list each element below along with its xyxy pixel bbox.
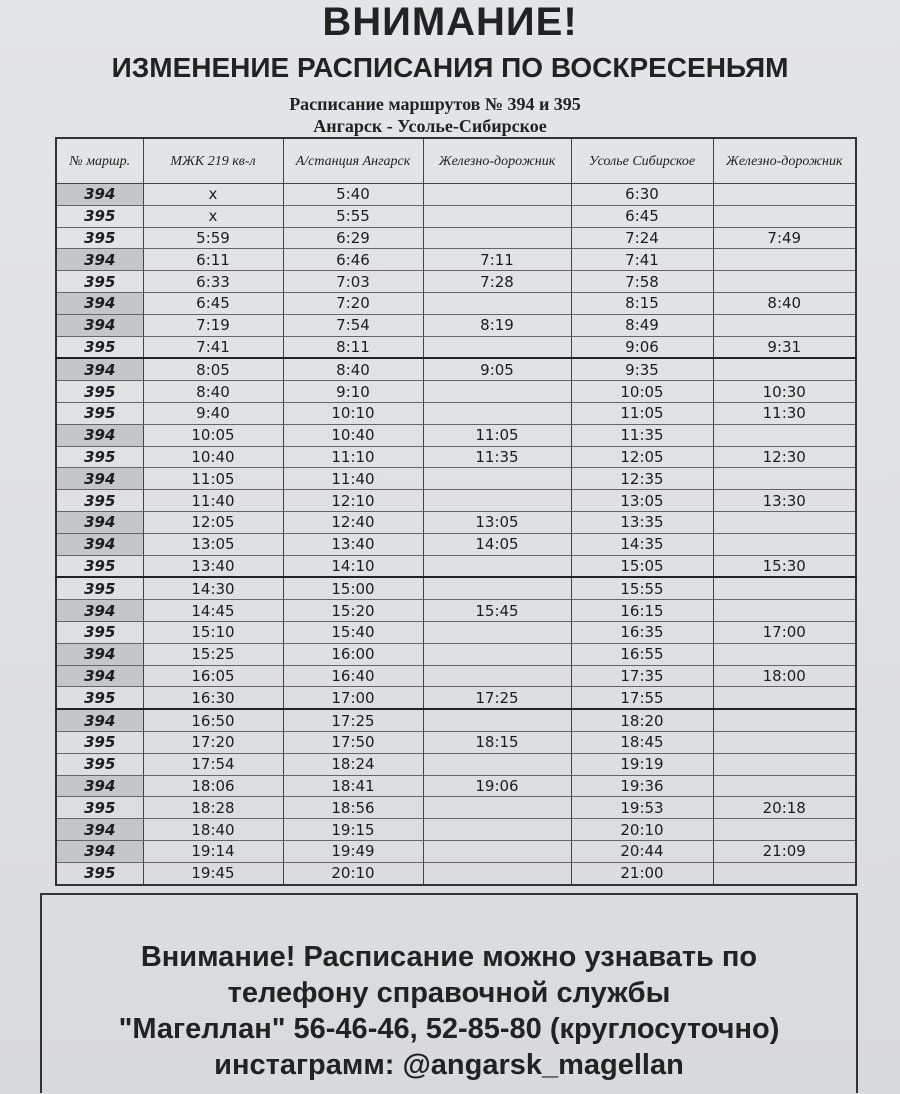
cell-usolye-time: 19:36: [571, 775, 713, 797]
cell-angarsk-station-time: 17:00: [283, 687, 423, 709]
cell-usolye-time: 9:06: [571, 336, 713, 358]
cell-angarsk-station-time: 6:46: [283, 249, 423, 271]
table-row: [56, 184, 856, 206]
cell-angarsk-station-time: 5:55: [283, 205, 423, 227]
attention-title: ВНИМАНИЕ!: [322, 0, 578, 44]
cell-route-number: 395: [56, 555, 143, 577]
cell-angarsk-station-time: 6:29: [283, 227, 423, 249]
cell-zheleznodorozhnik-return-time: [713, 775, 856, 797]
table-row: [56, 577, 856, 599]
cell-angarsk-station-time: 12:10: [283, 490, 423, 512]
cell-route-number: 394: [56, 424, 143, 446]
table-row: [56, 621, 856, 643]
cell-zheleznodorozhnik-time: [423, 490, 571, 512]
cell-usolye-time: 15:55: [571, 577, 713, 599]
column-header-usolye: Усолье Сибирское: [571, 138, 713, 184]
cell-zheleznodorozhnik-return-time: 12:30: [713, 446, 856, 468]
cell-zheleznodorozhnik-return-time: [713, 533, 856, 555]
cell-mzhk-time: 17:20: [143, 731, 283, 753]
table-row: [56, 490, 856, 512]
table-row: [56, 555, 856, 577]
cell-route-number: 395: [56, 446, 143, 468]
notice-line-2: телефону справочной службы: [227, 977, 671, 1009]
cell-mzhk-time: 19:45: [143, 862, 283, 884]
cell-route-number: 394: [56, 665, 143, 687]
cell-zheleznodorozhnik-time: [423, 665, 571, 687]
cell-zheleznodorozhnik-return-time: [713, 511, 856, 533]
cell-route-number: 394: [56, 840, 143, 862]
cell-angarsk-station-time: 12:40: [283, 511, 423, 533]
cell-zheleznodorozhnik-return-time: 18:00: [713, 665, 856, 687]
cell-mzhk-time: 14:30: [143, 577, 283, 599]
cell-angarsk-station-time: 7:54: [283, 314, 423, 336]
cell-zheleznodorozhnik-return-time: 20:18: [713, 797, 856, 819]
cell-angarsk-station-time: 18:56: [283, 797, 423, 819]
cell-angarsk-station-time: 8:40: [283, 358, 423, 380]
cell-angarsk-station-time: 18:24: [283, 753, 423, 775]
table-row: [56, 709, 856, 731]
cell-mzhk-time: 15:25: [143, 643, 283, 665]
table-row: [56, 358, 856, 380]
cell-zheleznodorozhnik-time: [423, 468, 571, 490]
cell-usolye-time: 10:05: [571, 381, 713, 403]
table-row: [56, 446, 856, 468]
cell-angarsk-station-time: 5:40: [283, 184, 423, 206]
cell-zheleznodorozhnik-time: [423, 840, 571, 862]
cell-usolye-time: 17:35: [571, 665, 713, 687]
table-row: [56, 643, 856, 665]
table-row: [56, 600, 856, 622]
cell-usolye-time: 12:35: [571, 468, 713, 490]
table-row: [56, 381, 856, 403]
cell-usolye-time: 19:19: [571, 753, 713, 775]
cell-route-number: 395: [56, 621, 143, 643]
cell-zheleznodorozhnik-time: [423, 577, 571, 599]
cell-zheleznodorozhnik-return-time: 9:31: [713, 336, 856, 358]
cell-route-number: 394: [56, 358, 143, 380]
cell-zheleznodorozhnik-return-time: [713, 468, 856, 490]
cell-usolye-time: 8:49: [571, 314, 713, 336]
cell-mzhk-time: 13:40: [143, 555, 283, 577]
table-row: [56, 687, 856, 709]
info-notice-box: [40, 893, 858, 1093]
cell-zheleznodorozhnik-return-time: [713, 862, 856, 884]
cell-mzhk-time: 6:33: [143, 271, 283, 293]
cell-usolye-time: 16:55: [571, 643, 713, 665]
direction-line: Ангарск - Усолье-Сибирское: [313, 116, 547, 136]
cell-usolye-time: 18:20: [571, 709, 713, 731]
cell-mzhk-time: 5:59: [143, 227, 283, 249]
cell-angarsk-station-time: 15:40: [283, 621, 423, 643]
cell-mzhk-time: 16:05: [143, 665, 283, 687]
cell-angarsk-station-time: 18:41: [283, 775, 423, 797]
cell-zheleznodorozhnik-time: 11:05: [423, 424, 571, 446]
cell-zheleznodorozhnik-time: 14:05: [423, 533, 571, 555]
cell-route-number: 395: [56, 205, 143, 227]
cell-mzhk-time: 19:14: [143, 840, 283, 862]
cell-angarsk-station-time: 19:15: [283, 819, 423, 841]
cell-zheleznodorozhnik-time: 9:05: [423, 358, 571, 380]
cell-zheleznodorozhnik-time: [423, 555, 571, 577]
cell-mzhk-time: 7:19: [143, 314, 283, 336]
cell-route-number: 395: [56, 381, 143, 403]
column-header-mzhk: МЖК 219 кв-л: [143, 138, 283, 184]
cell-mzhk-time: 18:06: [143, 775, 283, 797]
table-row: [56, 249, 856, 271]
cell-route-number: 394: [56, 468, 143, 490]
cell-angarsk-station-time: 14:10: [283, 555, 423, 577]
cell-zheleznodorozhnik-return-time: 13:30: [713, 490, 856, 512]
cell-route-number: 395: [56, 336, 143, 358]
cell-route-number: 394: [56, 292, 143, 314]
table-row: [56, 511, 856, 533]
cell-usolye-time: 7:24: [571, 227, 713, 249]
cell-mzhk-time: 6:11: [143, 249, 283, 271]
table-row: [56, 862, 856, 884]
cell-usolye-time: 15:05: [571, 555, 713, 577]
cell-zheleznodorozhnik-return-time: 17:00: [713, 621, 856, 643]
table-row: [56, 292, 856, 314]
cell-usolye-time: 18:45: [571, 731, 713, 753]
cell-usolye-time: 19:53: [571, 797, 713, 819]
cell-route-number: 395: [56, 753, 143, 775]
cell-usolye-time: 7:58: [571, 271, 713, 293]
cell-zheleznodorozhnik-return-time: [713, 687, 856, 709]
cell-zheleznodorozhnik-return-time: 10:30: [713, 381, 856, 403]
cell-route-number: 394: [56, 511, 143, 533]
table-row: [56, 205, 856, 227]
cell-mzhk-time: 15:10: [143, 621, 283, 643]
cell-angarsk-station-time: 10:40: [283, 424, 423, 446]
table-row: [56, 336, 856, 358]
table-row: [56, 314, 856, 336]
cell-zheleznodorozhnik-time: [423, 402, 571, 424]
cell-zheleznodorozhnik-time: 7:28: [423, 271, 571, 293]
cell-zheleznodorozhnik-time: 8:19: [423, 314, 571, 336]
cell-mzhk-time: 17:54: [143, 753, 283, 775]
table-row: [56, 665, 856, 687]
cell-mzhk-time: 11:05: [143, 468, 283, 490]
table-row: [56, 424, 856, 446]
table-row: [56, 533, 856, 555]
cell-usolye-time: 13:35: [571, 511, 713, 533]
cell-zheleznodorozhnik-time: 19:06: [423, 775, 571, 797]
cell-mzhk-time: 7:41: [143, 336, 283, 358]
cell-route-number: 395: [56, 271, 143, 293]
cell-usolye-time: 16:15: [571, 600, 713, 622]
cell-zheleznodorozhnik-time: [423, 797, 571, 819]
column-header-zheleznodorozhnik-return: Железно-дорожник: [713, 138, 856, 184]
cell-mzhk-time: 8:05: [143, 358, 283, 380]
cell-zheleznodorozhnik-return-time: 8:40: [713, 292, 856, 314]
cell-route-number: 395: [56, 227, 143, 249]
cell-usolye-time: 11:05: [571, 402, 713, 424]
cell-mzhk-time: 10:40: [143, 446, 283, 468]
cell-route-number: 394: [56, 314, 143, 336]
cell-angarsk-station-time: 7:03: [283, 271, 423, 293]
cell-zheleznodorozhnik-return-time: 21:09: [713, 840, 856, 862]
notice-line-1: Внимание! Расписание можно узнавать по: [140, 941, 758, 973]
cell-mzhk-time: 8:40: [143, 381, 283, 403]
cell-zheleznodorozhnik-time: [423, 227, 571, 249]
cell-zheleznodorozhnik-return-time: [713, 424, 856, 446]
cell-route-number: 394: [56, 184, 143, 206]
table-row: [56, 402, 856, 424]
cell-route-number: 395: [56, 731, 143, 753]
cell-zheleznodorozhnik-return-time: [713, 709, 856, 731]
cell-mzhk-time: 18:28: [143, 797, 283, 819]
cell-angarsk-station-time: 10:10: [283, 402, 423, 424]
cell-route-number: 394: [56, 600, 143, 622]
cell-route-number: 394: [56, 709, 143, 731]
cell-usolye-time: 14:35: [571, 533, 713, 555]
cell-angarsk-station-time: 19:49: [283, 840, 423, 862]
schedule-table: [55, 137, 857, 886]
cell-route-number: 395: [56, 402, 143, 424]
cell-zheleznodorozhnik-return-time: [713, 731, 856, 753]
cell-usolye-time: 6:45: [571, 205, 713, 227]
cell-zheleznodorozhnik-return-time: [713, 600, 856, 622]
cell-mzhk-time: 9:40: [143, 402, 283, 424]
cell-zheleznodorozhnik-return-time: [713, 271, 856, 293]
cell-usolye-time: 8:15: [571, 292, 713, 314]
cell-zheleznodorozhnik-time: [423, 205, 571, 227]
cell-mzhk-time: 16:30: [143, 687, 283, 709]
cell-usolye-time: 20:10: [571, 819, 713, 841]
cell-route-number: 394: [56, 643, 143, 665]
cell-zheleznodorozhnik-return-time: [713, 249, 856, 271]
cell-angarsk-station-time: 13:40: [283, 533, 423, 555]
cell-angarsk-station-time: 16:40: [283, 665, 423, 687]
cell-zheleznodorozhnik-time: [423, 336, 571, 358]
cell-usolye-time: 16:35: [571, 621, 713, 643]
cell-route-number: 395: [56, 490, 143, 512]
cell-angarsk-station-time: 11:10: [283, 446, 423, 468]
cell-zheleznodorozhnik-time: 7:11: [423, 249, 571, 271]
cell-zheleznodorozhnik-time: 13:05: [423, 511, 571, 533]
cell-angarsk-station-time: 8:11: [283, 336, 423, 358]
table-header-row: [56, 138, 856, 184]
cell-usolye-time: 13:05: [571, 490, 713, 512]
cell-zheleznodorozhnik-time: 11:35: [423, 446, 571, 468]
table-row: [56, 753, 856, 775]
cell-zheleznodorozhnik-time: 15:45: [423, 600, 571, 622]
cell-angarsk-station-time: 15:00: [283, 577, 423, 599]
cell-route-number: 394: [56, 249, 143, 271]
cell-angarsk-station-time: 7:20: [283, 292, 423, 314]
cell-usolye-time: 6:30: [571, 184, 713, 206]
cell-zheleznodorozhnik-time: [423, 184, 571, 206]
cell-zheleznodorozhnik-time: [423, 621, 571, 643]
table-row: [56, 468, 856, 490]
cell-zheleznodorozhnik-return-time: [713, 819, 856, 841]
cell-zheleznodorozhnik-return-time: [713, 577, 856, 599]
cell-route-number: 394: [56, 533, 143, 555]
table-row: [56, 775, 856, 797]
cell-usolye-time: 21:00: [571, 862, 713, 884]
cell-mzhk-time: 11:40: [143, 490, 283, 512]
cell-zheleznodorozhnik-return-time: [713, 358, 856, 380]
cell-usolye-time: 17:55: [571, 687, 713, 709]
table-row: [56, 840, 856, 862]
cell-zheleznodorozhnik-time: [423, 292, 571, 314]
cell-route-number: 394: [56, 819, 143, 841]
cell-zheleznodorozhnik-time: [423, 381, 571, 403]
cell-zheleznodorozhnik-time: 18:15: [423, 731, 571, 753]
cell-zheleznodorozhnik-time: 17:25: [423, 687, 571, 709]
column-header-route: № маршр.: [56, 138, 143, 184]
cell-zheleznodorozhnik-return-time: [713, 314, 856, 336]
cell-mzhk-time: x: [143, 184, 283, 206]
cell-usolye-time: 9:35: [571, 358, 713, 380]
schedule-change-heading: ИЗМЕНЕНИЕ РАСПИСАНИЯ ПО ВОСКРЕСЕНЬЯМ: [111, 52, 789, 83]
cell-mzhk-time: 12:05: [143, 511, 283, 533]
cell-mzhk-time: 14:45: [143, 600, 283, 622]
cell-route-number: 395: [56, 687, 143, 709]
table-row: [56, 819, 856, 841]
cell-route-number: 394: [56, 775, 143, 797]
cell-zheleznodorozhnik-return-time: 7:49: [713, 227, 856, 249]
cell-mzhk-time: 6:45: [143, 292, 283, 314]
cell-angarsk-station-time: 16:00: [283, 643, 423, 665]
cell-zheleznodorozhnik-time: [423, 819, 571, 841]
cell-mzhk-time: x: [143, 205, 283, 227]
cell-angarsk-station-time: 11:40: [283, 468, 423, 490]
cell-route-number: 395: [56, 797, 143, 819]
cell-route-number: 395: [56, 577, 143, 599]
column-header-angarsk-station: А/станция Ангарск: [283, 138, 423, 184]
cell-zheleznodorozhnik-time: [423, 862, 571, 884]
table-row: [56, 731, 856, 753]
column-header-zheleznodorozhnik: Железно-дорожник: [423, 138, 571, 184]
cell-zheleznodorozhnik-time: [423, 643, 571, 665]
cell-mzhk-time: 10:05: [143, 424, 283, 446]
routes-line: Расписание маршрутов № 394 и 395: [289, 94, 581, 114]
cell-usolye-time: 20:44: [571, 840, 713, 862]
notice-line-4: инстаграмм: @angarsk_magellan: [214, 1049, 684, 1081]
table-row: [56, 227, 856, 249]
cell-angarsk-station-time: 15:20: [283, 600, 423, 622]
cell-mzhk-time: 13:05: [143, 533, 283, 555]
cell-angarsk-station-time: 17:25: [283, 709, 423, 731]
cell-zheleznodorozhnik-return-time: [713, 753, 856, 775]
cell-angarsk-station-time: 9:10: [283, 381, 423, 403]
cell-zheleznodorozhnik-return-time: [713, 184, 856, 206]
cell-zheleznodorozhnik-return-time: [713, 205, 856, 227]
cell-mzhk-time: 18:40: [143, 819, 283, 841]
cell-mzhk-time: 16:50: [143, 709, 283, 731]
cell-angarsk-station-time: 20:10: [283, 862, 423, 884]
cell-zheleznodorozhnik-time: [423, 709, 571, 731]
notice-line-3: "Магеллан" 56-46-46, 52-85-80 (круглосуточно): [118, 1013, 780, 1045]
cell-angarsk-station-time: 17:50: [283, 731, 423, 753]
cell-zheleznodorozhnik-return-time: 15:30: [713, 555, 856, 577]
cell-zheleznodorozhnik-return-time: [713, 643, 856, 665]
cell-zheleznodorozhnik-return-time: 11:30: [713, 402, 856, 424]
cell-route-number: 395: [56, 862, 143, 884]
table-row: [56, 797, 856, 819]
cell-usolye-time: 7:41: [571, 249, 713, 271]
cell-usolye-time: 12:05: [571, 446, 713, 468]
cell-usolye-time: 11:35: [571, 424, 713, 446]
table-row: [56, 271, 856, 293]
cell-zheleznodorozhnik-time: [423, 753, 571, 775]
